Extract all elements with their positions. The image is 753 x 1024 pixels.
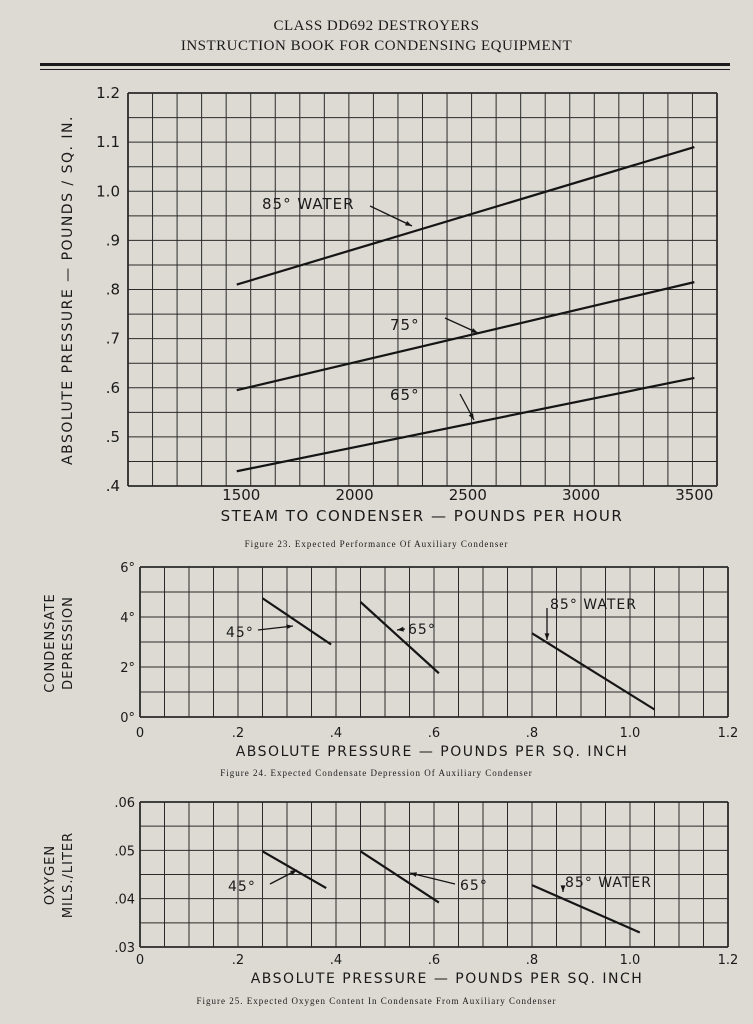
series-label: 85° WATER bbox=[565, 875, 652, 891]
y-axis-label-line2: DEPRESSION bbox=[61, 596, 76, 690]
y-axis-label: ABSOLUTE PRESSURE — POUNDS / SQ. IN. bbox=[60, 115, 76, 465]
y-tick-label: 1.1 bbox=[96, 133, 120, 152]
y-tick-label: 6° bbox=[120, 561, 135, 576]
y-tick-label: 0° bbox=[120, 711, 135, 726]
x-tick-label: 3500 bbox=[675, 486, 714, 504]
x-tick-label: 1.2 bbox=[717, 953, 739, 968]
y-tick-label: .4 bbox=[105, 477, 120, 495]
y-tick-label: .03 bbox=[114, 941, 135, 956]
x-tick-label: .8 bbox=[525, 953, 539, 968]
y-axis-label-line2: MILS./LITER bbox=[61, 831, 76, 919]
series-label: 45° bbox=[226, 625, 254, 641]
y-tick-label: .06 bbox=[114, 796, 135, 811]
x-tick-label: 3000 bbox=[561, 486, 601, 504]
y-tick-label: .7 bbox=[105, 329, 120, 348]
y-tick-label: .9 bbox=[105, 231, 120, 250]
series-line bbox=[532, 885, 640, 932]
x-tick-label: 1.0 bbox=[619, 726, 641, 741]
x-tick-label: .4 bbox=[329, 953, 343, 968]
y-tick-label: .05 bbox=[114, 844, 135, 860]
x-tick-label: .2 bbox=[231, 953, 245, 968]
x-tick-label: .4 bbox=[329, 726, 343, 741]
y-tick-label: .04 bbox=[114, 892, 135, 908]
x-tick-label: 2500 bbox=[448, 486, 487, 504]
header-title: CLASS DD692 DESTROYERS bbox=[273, 18, 480, 34]
x-tick-label: .2 bbox=[231, 726, 245, 741]
x-axis-label: ABSOLUTE PRESSURE — POUNDS PER SQ. INCH bbox=[250, 971, 644, 987]
x-tick-label: .6 bbox=[427, 726, 441, 741]
x-tick-label: 1.2 bbox=[717, 726, 739, 741]
series-label: 85° WATER bbox=[550, 597, 637, 613]
x-tick-label: 0 bbox=[135, 726, 145, 741]
y-axis-label-line1: OXYGEN bbox=[43, 844, 58, 906]
x-axis-label: ABSOLUTE PRESSURE — POUNDS PER SQ. INCH bbox=[235, 744, 629, 760]
y-tick-label: 4° bbox=[120, 611, 135, 626]
series-label: 65° bbox=[460, 878, 488, 894]
y-tick-label: 1.2 bbox=[96, 84, 120, 102]
x-tick-label: .6 bbox=[427, 953, 441, 968]
y-tick-label: .8 bbox=[105, 280, 120, 299]
header-subtitle: INSTRUCTION BOOK FOR CONDENSING EQUIPMENT bbox=[180, 38, 573, 54]
series-label: 65° bbox=[390, 386, 420, 404]
y-axis-label-line1: CONDENSATE bbox=[43, 593, 58, 693]
series-label: 65° bbox=[408, 622, 436, 638]
figure-23-caption: Figure 23. Expected Performance Of Auxiliary Condenser bbox=[244, 539, 509, 549]
y-tick-label: .6 bbox=[105, 378, 120, 397]
x-tick-label: 0 bbox=[135, 953, 145, 968]
y-tick-label: 2° bbox=[120, 661, 135, 676]
y-tick-label: 1.0 bbox=[96, 182, 120, 201]
x-tick-label: 2000 bbox=[335, 486, 374, 504]
series-label: 75° bbox=[390, 316, 420, 334]
x-tick-label: 1.0 bbox=[619, 953, 641, 968]
series-label: 45° bbox=[228, 879, 256, 895]
figure-24-caption: Figure 24. Expected Condensate Depression Of Auxiliary Condenser bbox=[220, 768, 533, 778]
series-label: 85° WATER bbox=[262, 195, 355, 213]
x-tick-label: .8 bbox=[525, 726, 539, 741]
y-tick-label: .5 bbox=[105, 427, 120, 446]
figure-25-caption: Figure 25. Expected Oxygen Content In Condensate From Auxiliary Condenser bbox=[196, 996, 557, 1006]
x-axis-label: STEAM TO CONDENSER — POUNDS PER HOUR bbox=[220, 507, 624, 525]
x-tick-label: 1500 bbox=[222, 486, 261, 504]
